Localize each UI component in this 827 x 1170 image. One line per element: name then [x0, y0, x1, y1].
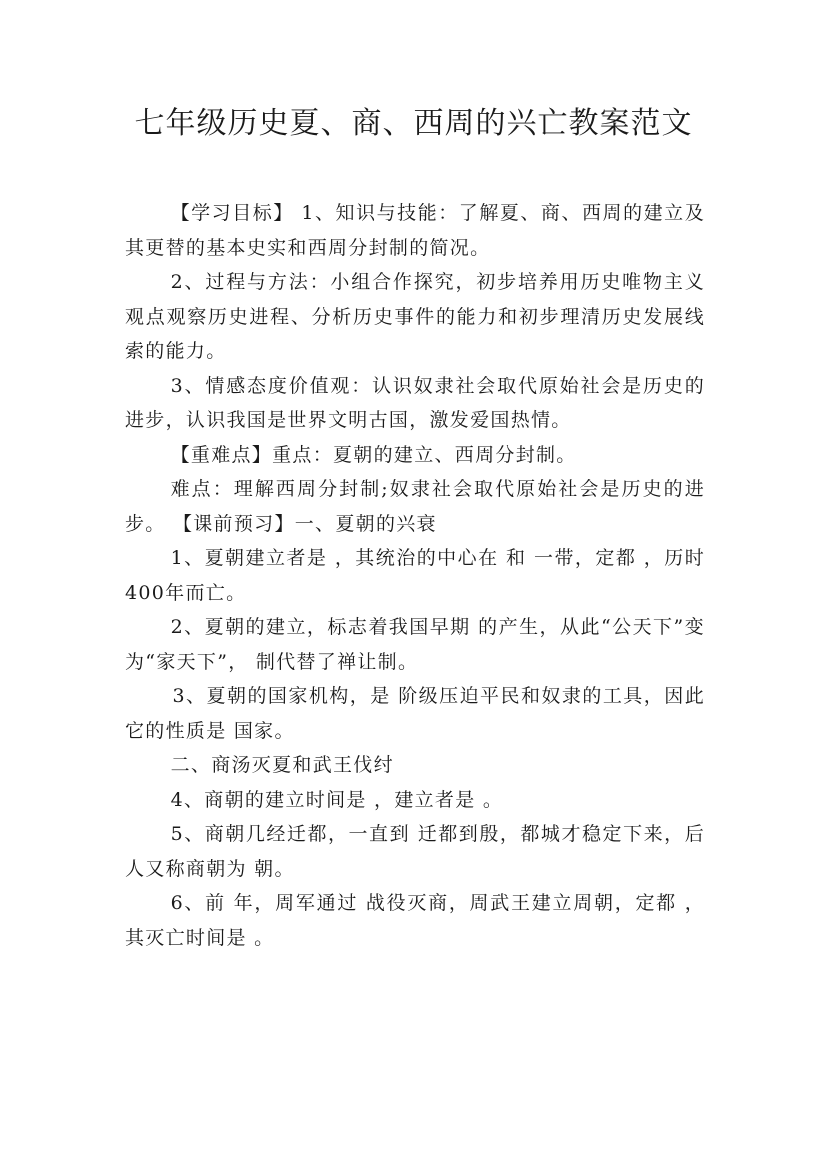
- paragraph-difficult-points: 难点：理解西周分封制;奴隶社会取代原始社会是历史的进步。 【课前预习】一、夏朝的兴衰: [125, 478, 705, 535]
- document-title: 七年级历史夏、商、西周的兴亡教案范文: [134, 106, 693, 141]
- paragraph-process-method: 2、过程与方法：小组合作探究，初步培养用历史唯物主义观点观察历史进程、分析历史事件的能力和初步理清历史发展线索的能力。: [125, 271, 705, 362]
- document-body: [125, 196, 705, 955]
- paragraph-learning-goals: 【学习目标】 1、知识与技能：了解夏、商、西周的建立及其更替的基本史实和西周分封制的简况。: [125, 202, 705, 259]
- paragraph-values: 3、情感态度价值观：认识奴隶社会取代原始社会是历史的进步，认识我国是世界文明古国，激发爱国热情。: [125, 374, 705, 431]
- paragraph-question-4: 4、商朝的建立时间是 ，建立者是 。: [170, 788, 504, 811]
- section-heading-shang: 二、商汤灭夏和武王伐纣: [170, 754, 394, 776]
- paragraph-question-3: 3、夏朝的国家机构，是 阶级压迫平民和奴隶的工具，因此它的性质是 国家。: [125, 685, 705, 742]
- paragraph-question-1: 1、夏朝建立者是 ，其统治的中心在 和 一带，定都 ，历时400年而亡。: [125, 547, 705, 604]
- paragraph-question-2: 2、夏朝的建立，标志着我国早期 的产生，从此“公天下”变为“家天下”， 制代替了禅让制。: [125, 616, 705, 673]
- paragraph-key-points: 【重难点】重点：夏朝的建立、西周分封制。: [170, 443, 577, 466]
- paragraph-question-6: 6、前 年，周军通过 战役灭商，周武王建立周朝，定都 ，其灭亡时间是 。: [125, 892, 705, 949]
- paragraph-question-5: 5、商朝几经迁都，一直到 迁都到殷，都城才稳定下来，后人又称商朝为 朝。: [125, 823, 705, 880]
